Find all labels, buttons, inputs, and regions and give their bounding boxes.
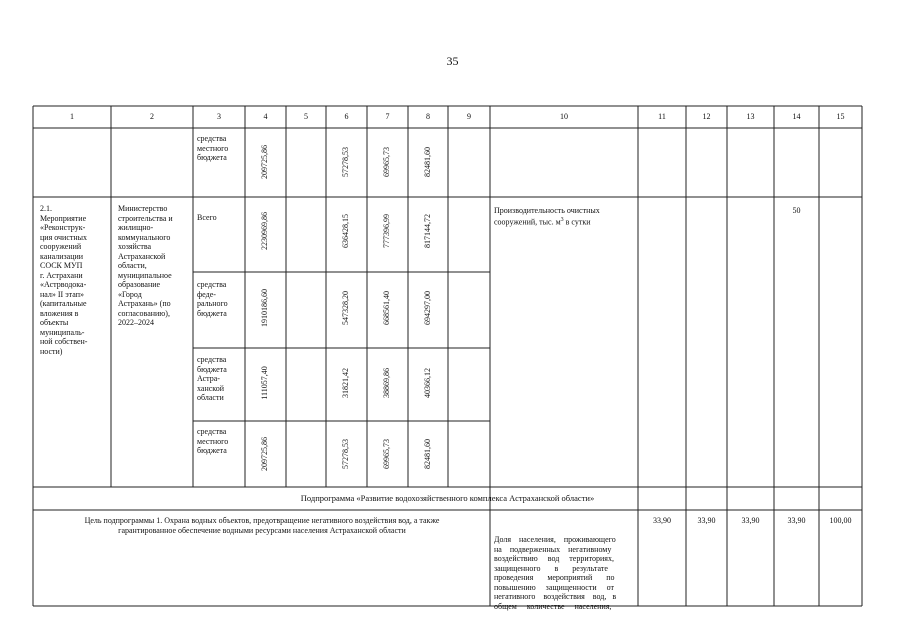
page-number: 35 xyxy=(446,54,459,68)
top-c6: 57278,53 xyxy=(341,147,350,177)
row-total-label: Всего xyxy=(197,213,217,222)
row-local-c4: 209725,86 xyxy=(260,437,269,471)
top-c8: 82481,60 xyxy=(423,147,432,177)
goal-c13: 33,90 xyxy=(741,516,760,525)
row-federal-c7: 668561,40 xyxy=(382,291,391,325)
row-federal-c8: 694297,00 xyxy=(423,291,432,325)
col-header-7: 7 xyxy=(385,112,390,121)
goal-c14: 33,90 xyxy=(787,516,806,525)
col-header-11: 11 xyxy=(658,112,666,121)
row-federal-label: средства феде- рального бюджета xyxy=(197,280,228,318)
subprogram-title: Подпрограмма «Развитие водохозяйственного комплекса Астраханской области» xyxy=(300,493,595,503)
row-local-label: средства местного бюджета xyxy=(197,427,229,455)
measure-c14: 50 xyxy=(792,206,801,215)
goal-c15: 100,00 xyxy=(829,516,852,525)
col-header-5: 5 xyxy=(304,112,308,121)
row-total-c7: 777396,99 xyxy=(382,214,391,248)
col-header-15: 15 xyxy=(836,112,845,121)
top-source-label: средства местного бюджета xyxy=(197,134,229,162)
goal-indicator: Доля населения, проживающего на подверженных негативному воздействию вод территориях, защищенного в результате проведения мероприятий по повышению защищенности от негативного воздействия вод, в общем количестве населения, xyxy=(494,535,617,611)
row-local-c8: 82481,60 xyxy=(423,439,432,469)
col-header-4: 4 xyxy=(263,112,268,121)
measure-name: 2.1. Мероприятие «Реконструк- ция очистных сооружений канализации СОСК МУП г. Астрахани «Астрводока- нал» II этап» (капитальные вложения в объекты муниципаль- ной собствен- ности) xyxy=(40,204,88,356)
row-total-c6: 636428,15 xyxy=(341,214,350,248)
col-header-3: 3 xyxy=(217,112,221,121)
col-header-1: 1 xyxy=(70,112,74,121)
row-regional-c4: 111057,40 xyxy=(260,366,269,400)
top-c4: 209725,86 xyxy=(260,145,269,179)
col-header-12: 12 xyxy=(702,112,711,121)
col-header-13: 13 xyxy=(746,112,755,121)
measure-indicator: Производительность очистных сооружений, тыс. $м^3$ в сутки xyxy=(494,206,600,227)
col-header-6: 6 xyxy=(344,112,349,121)
col-header-10: 10 xyxy=(560,112,568,121)
row-local-c6: 57278,53 xyxy=(341,439,350,469)
goal-c11: 33,90 xyxy=(653,516,671,525)
col-header-8: 8 xyxy=(426,112,430,121)
goal-c12: 33,90 xyxy=(697,516,716,525)
row-regional-label: средства бюджета Астра- ханской области xyxy=(197,355,227,402)
measure-executor: Министерство строительства и жилищно- коммунального хозяйства Астраханской области, муниципальное образование «Город Астрахань» (по согласованию), 2022–2024 xyxy=(118,204,173,327)
row-local-c7: 69965,73 xyxy=(382,439,391,469)
col-header-9: 9 xyxy=(467,112,471,121)
row-regional-c8: 40366,12 xyxy=(423,368,432,398)
col-header-2: 2 xyxy=(150,112,154,121)
goal-text: Цель подпрограммы 1. Охрана водных объектов, предотвращение негативного воздействия вод, а также гарантированное обеспечение водными ресурсами населения Астраханской области xyxy=(84,516,440,535)
row-total-c8: 817144,72 xyxy=(423,214,432,248)
top-c7: 69965,73 xyxy=(382,147,391,177)
col-header-14: 14 xyxy=(792,112,801,121)
row-federal-c6: 547328,20 xyxy=(341,291,350,325)
row-federal-c4: 1910186,60 xyxy=(260,289,269,327)
row-regional-c6: 31821,42 xyxy=(341,368,350,398)
row-regional-c7: 38869,86 xyxy=(382,368,391,398)
row-total-c4: 2230969,86 xyxy=(260,212,269,250)
